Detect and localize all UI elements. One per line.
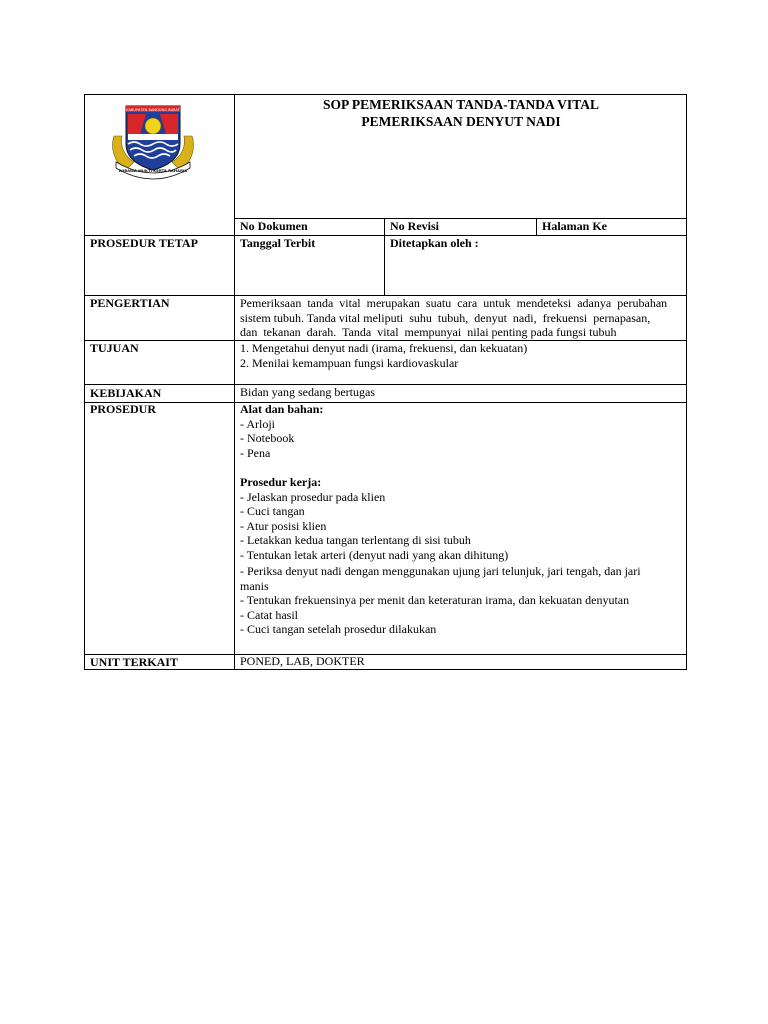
alat-item-3: - Pena <box>240 445 271 460</box>
logo-top-text: KABUPATEN BANDUNG BARAT <box>126 108 180 112</box>
alat-heading: Alat dan bahan: <box>240 402 324 416</box>
kerja-step-6-cont: manis <box>240 578 269 593</box>
pengertian-line-2: sistem tubuh. Tanda vital meliputi suhu tubuh, denyut nadi, frekuensi pernapasan, <box>240 310 651 325</box>
regency-logo <box>106 100 200 182</box>
pengertian-line-3: dan tekanan darah. Tanda vital mempunyai nilai penting pada fungsi tubuh <box>240 325 617 339</box>
document-title-line-1: SOP PEMERIKSAAN TANDA-TANDA VITAL <box>323 97 599 112</box>
tujuan-label: TUJUAN <box>90 341 139 355</box>
alat-item-2: - Notebook <box>240 431 295 445</box>
unit-terkait-text: PONED, LAB, DOKTER <box>240 654 365 668</box>
kerja-step-9: - Cuci tangan setelah prosedur dilakukan <box>240 622 437 636</box>
kerja-step-5: - Tentukan letak arteri (denyut nadi yang akan dihitung) <box>240 547 509 562</box>
row-line-prosedur <box>84 402 687 403</box>
kebijakan-label: KEBIJAKAN <box>90 386 162 400</box>
column-divider <box>234 94 235 670</box>
no-dokumen-label: No Dokumen <box>240 219 308 233</box>
kerja-step-6: - Periksa denyut nadi dengan menggunakan ujung jari telunjuk, jari tengah, dan jari <box>240 564 641 578</box>
pengertian-label: PENGERTIAN <box>90 296 170 310</box>
tujuan-item-2: 2. Menilai kemampuan fungsi kardiovaskular <box>240 355 459 370</box>
kerja-step-1: - Jelaskan prosedur pada klien <box>240 489 386 504</box>
tujuan-item-1: 1. Mengetahui denyut nadi (irama, frekuensi, dan kekuatan) <box>240 341 528 355</box>
document-title-line-2: PEMERIKSAAN DENYUT NADI <box>361 114 561 129</box>
kerja-step-8: - Catat hasil <box>240 607 298 622</box>
unit-terkait-label: UNIT TERKAIT <box>90 655 178 669</box>
prosedur-tetap-label: PROSEDUR TETAP <box>90 236 198 250</box>
kerja-step-2: - Cuci tangan <box>240 504 305 518</box>
kerja-step-4: - Letakkan kedua tangan terlentang di sisi tubuh <box>240 533 471 547</box>
no-revisi-label: No Revisi <box>390 219 439 233</box>
kerja-step-3: - Atur posisi klien <box>240 518 327 533</box>
prosedur-label: PROSEDUR <box>90 402 157 416</box>
row-line-kebijakan <box>84 384 687 385</box>
ditetapkan-oleh-label: Ditetapkan oleh : <box>390 236 479 250</box>
tanggal-terbit-label: Tanggal Terbit <box>240 236 316 250</box>
halaman-ke-label: Halaman Ke <box>542 219 607 233</box>
kerja-heading: Prosedur kerja: <box>240 475 322 489</box>
doc-info-divider-2 <box>536 218 537 235</box>
logo-ribbon-text: WIBAWA MUKTI KERTA RAHARJA <box>118 168 188 173</box>
kebijakan-text: Bidan yang sedang bertugas <box>240 385 375 399</box>
kerja-step-7: - Tentukan frekuensinya per menit dan keteraturan irama, dan kekuatan denyutan <box>240 593 630 607</box>
doc-info-divider-1 <box>384 218 385 295</box>
pengertian-line-1: Pemeriksaan tanda vital merupakan suatu cara untuk mendeteksi adanya perubahan <box>240 296 668 310</box>
alat-item-1: - Arloji <box>240 416 275 431</box>
